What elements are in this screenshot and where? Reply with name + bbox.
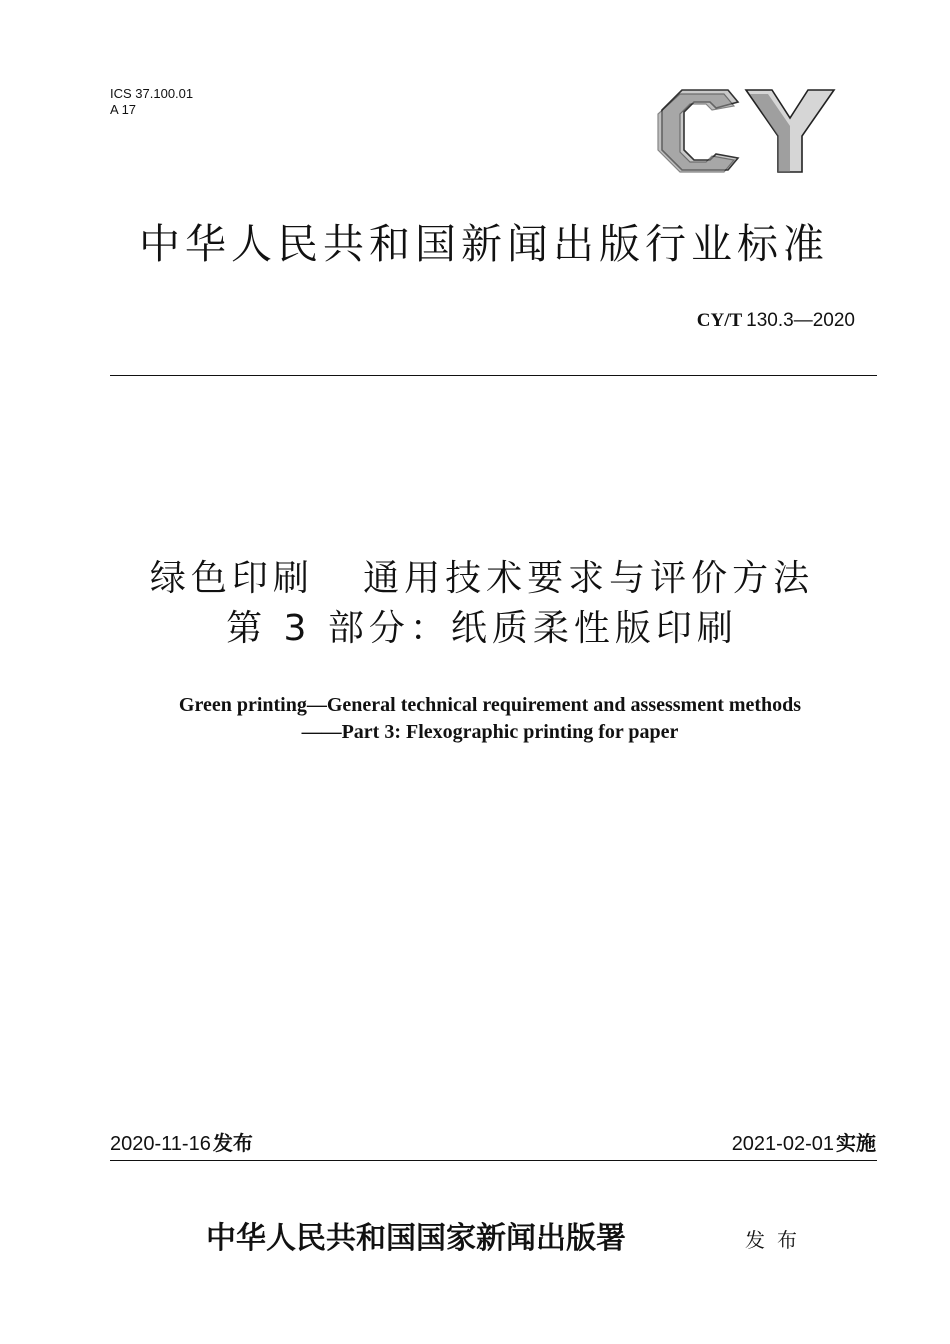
english-title-line-1: Green printing—General technical requirement and assessment methods: [178, 694, 802, 716]
cy-logo-c-letter: [658, 90, 738, 172]
implement-date-line: [732, 1128, 876, 1159]
standard-number-value: 130.3—2020: [746, 310, 855, 331]
issue-date: 2020-11-16: [110, 1133, 211, 1155]
issue-date-line: [110, 1128, 253, 1159]
cy-logo-y-letter: [746, 90, 834, 172]
industry-standard-title: 中华人民共和国新闻出版行业标准: [139, 220, 829, 268]
standard-number-prefix: CY/T: [696, 310, 743, 331]
ics-code: ICS 37.100.01: [110, 86, 194, 101]
english-title-line-2: ——Part 3: Flexographic printing for paper: [301, 721, 679, 743]
top-divider: [110, 375, 877, 376]
implement-label: 实施: [836, 1131, 876, 1155]
ics-block: [110, 86, 193, 118]
chinese-title-line-2: 第 3 部分：纸质柔性版印刷: [226, 608, 738, 649]
standard-number: [697, 308, 855, 333]
issue-label: 发布: [212, 1131, 253, 1155]
implement-date: 2021-02-01: [731, 1133, 834, 1155]
chinese-title-line-1: 绿色印刷 通用技术要求与评价方法: [149, 558, 815, 599]
classification-code: A 17: [110, 102, 137, 117]
publisher-suffix: 发布: [745, 1228, 809, 1252]
bottom-divider: [110, 1160, 877, 1161]
publisher-name: 中华人民共和国国家新闻出版署: [206, 1221, 626, 1256]
cy-logo: [650, 80, 840, 180]
